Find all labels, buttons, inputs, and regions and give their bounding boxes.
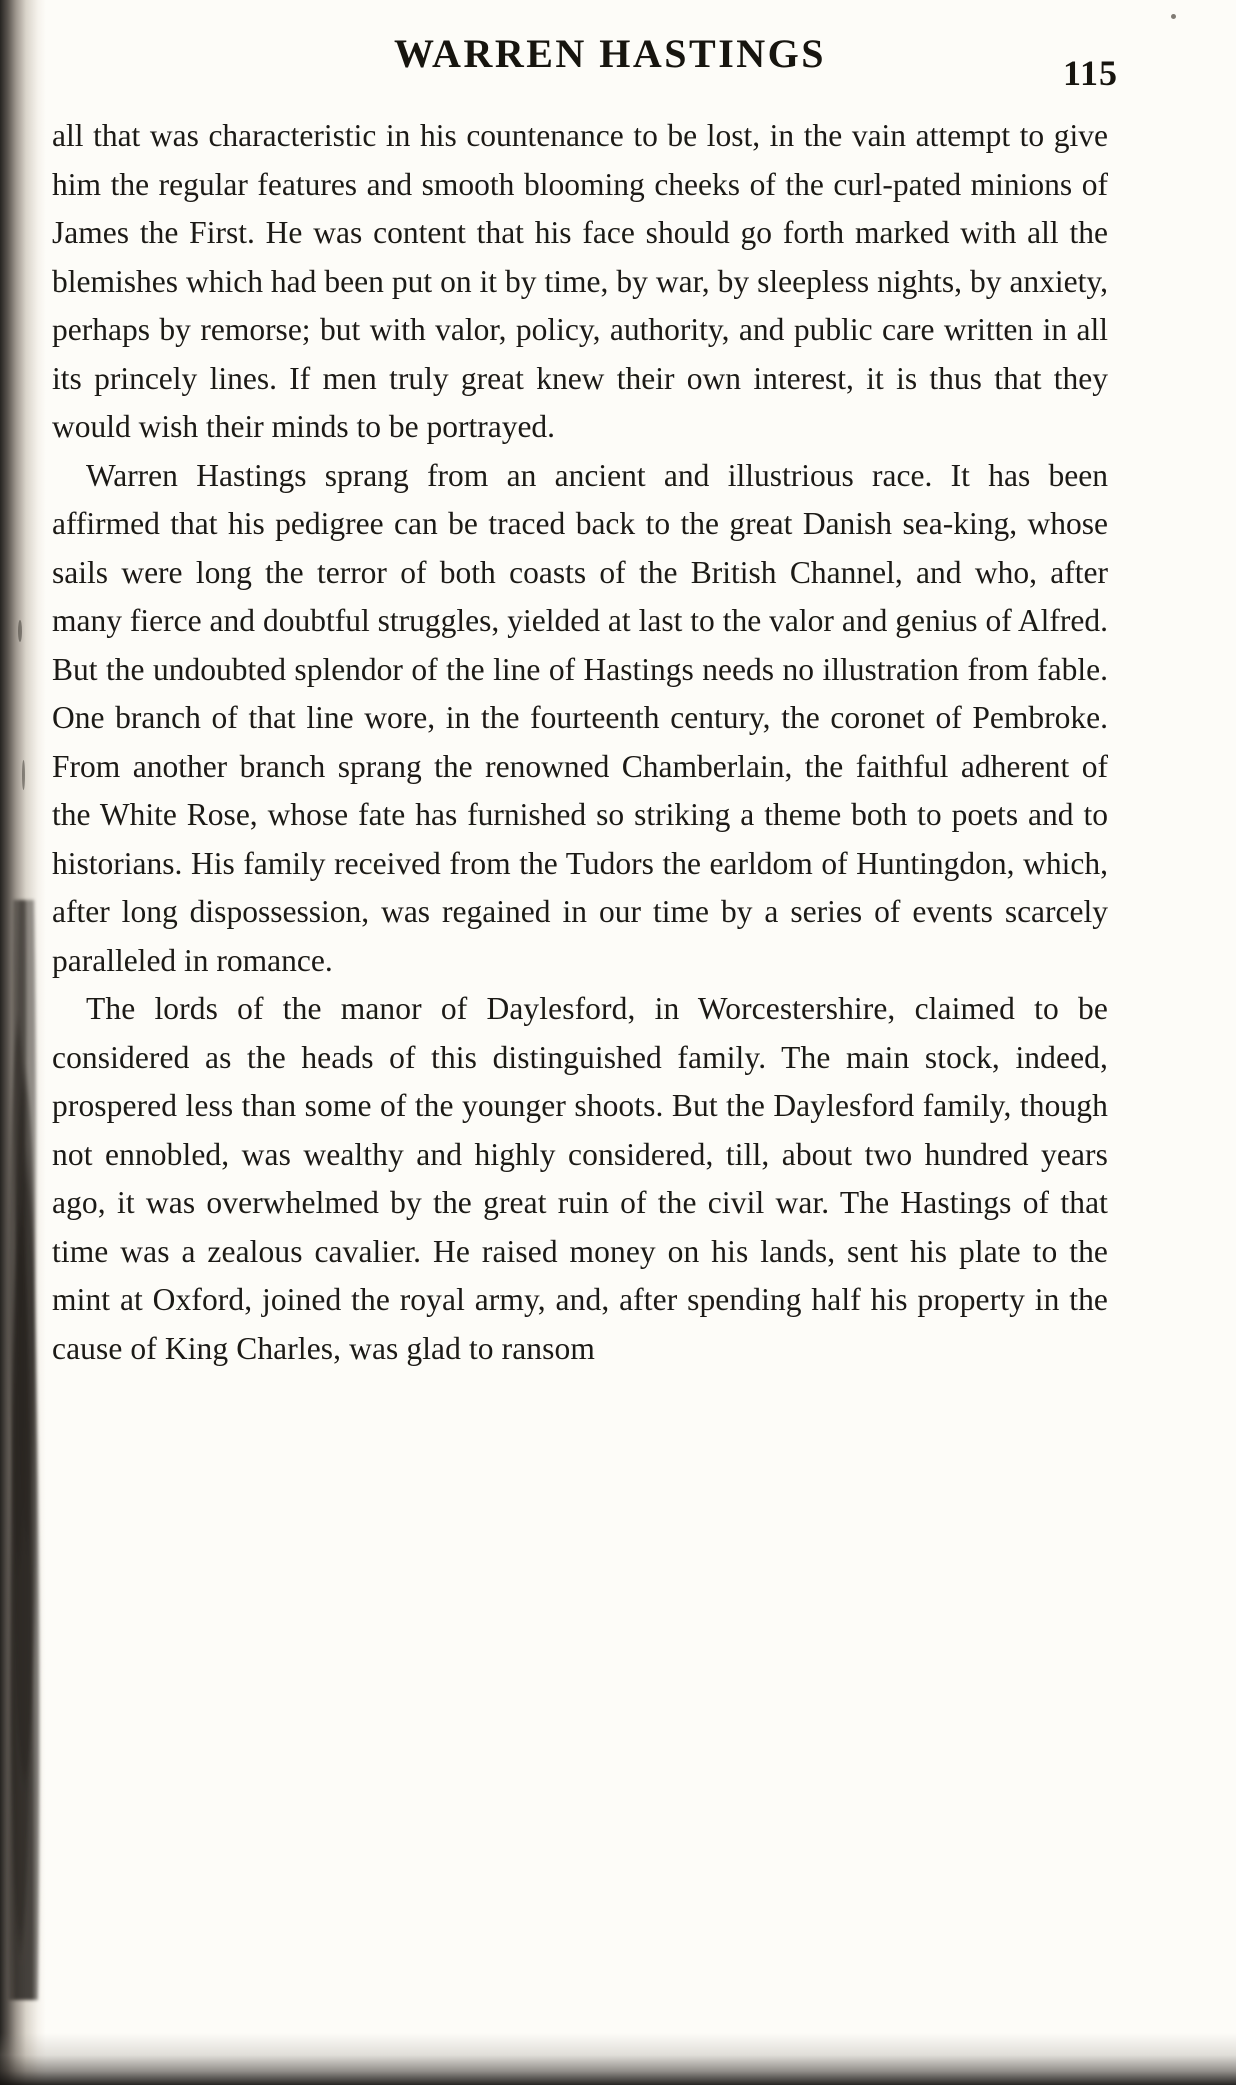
- page-bottom-shadow: [0, 2033, 1236, 2085]
- page-number: 115: [1062, 53, 1118, 93]
- spine-ink-flecks: [6, 900, 40, 2000]
- paragraph: Warren Hastings sprang from an ancient and illustrious race. It has been affirmed that his pedigree can be traced back to the great Danish sea-king, whose sails were long the terror of both coasts of the British Channel, and who, after many fierce and doubtful struggles, yielded at last to the valor and genius of Alfred. But the undoubted splendor of the line of Hastings needs no illustration from fable. One branch of that line wore, in the fourteenth century, the coronet of Pembroke. From another branch sprang the renowned Chamberlain, the faithful adherent of the White Rose, whose fate has furnished so striking a theme both to poets and to historians. His family received from the Tudors the earldom of Huntingdon, which, after long dispossession, was regained in our time by a series of events scarcely paralleled in romance.: [52, 457, 1108, 978]
- scan-speck-icon: [22, 760, 25, 790]
- page-header: [52, 30, 1156, 108]
- scan-speck-icon: [18, 620, 22, 642]
- paragraph: The lords of the manor of Daylesford, in Worcestershire, claimed to be considered as the heads of this distinguished family. The main stock, indeed, prospered less than some of the younger shoots. But the Daylesford family, though not ennobled, was wealthy and highly considered, till, about two hundred years ago, it was overwhelmed by the great ruin of the civil war. The Hastings of that time was a zealous cavalier. He raised money on his lands, sent his plate to the mint at Oxford, joined the royal army, and, after spending half his property in the cause of King Charles, was glad to ransom: [52, 991, 1108, 1366]
- scan-speck-icon: [1171, 14, 1176, 19]
- body-text: [52, 112, 1156, 1373]
- page-content: [52, 30, 1156, 1373]
- paragraph: all that was characteristic in his countenance to be lost, in the vain attempt to give him the regular features and smooth blooming cheeks of the curl-pated minions of James the First. He was content that his face should go forth marked with all the blemishes which had been put on it by time, by war, by sleepless nights, by anxiety, perhaps by remorse; but with valor, policy, authority, and public care written in all its princely lines. If men truly great knew their own interest, it is thus that they would wish their minds to be portrayed.: [52, 118, 1108, 444]
- running-title: WARREN HASTINGS: [393, 31, 827, 76]
